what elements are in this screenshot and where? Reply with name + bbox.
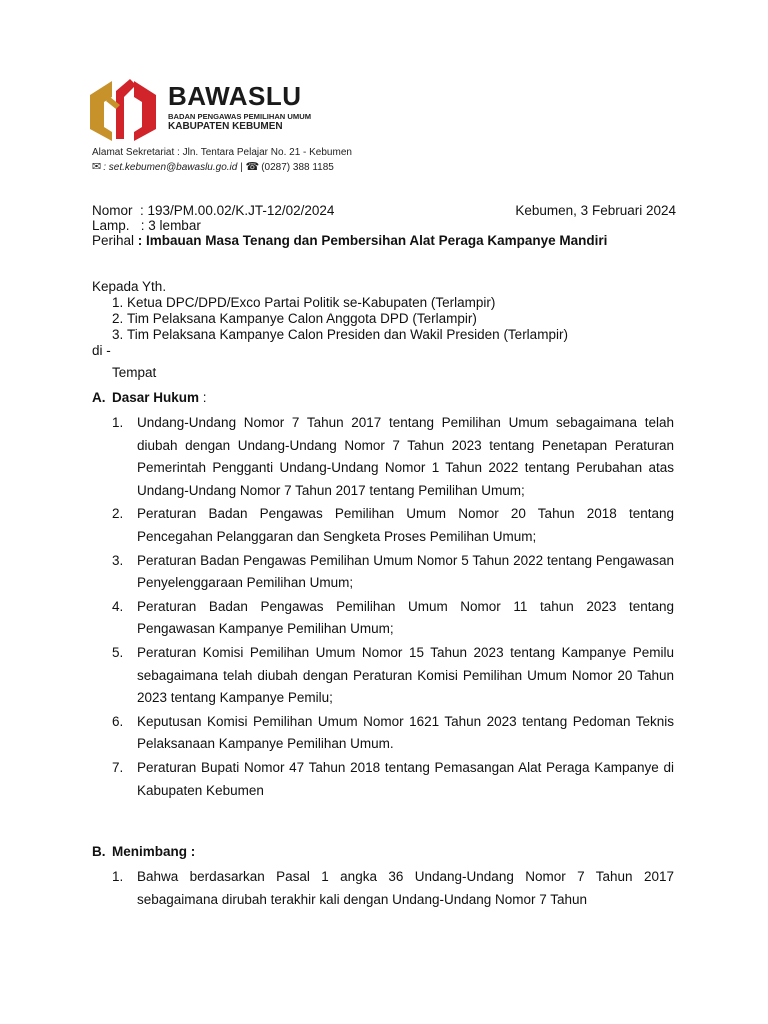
list-text: Tim Pelaksana Kampanye Calon Presiden dan Wakil Presiden (Terlampir) [127, 327, 568, 342]
list-item [92, 550, 674, 595]
list-item [92, 412, 674, 502]
list-text: Peraturan Badan Pengawas Pemilihan Umum Nomor 5 Tahun 2022 tentang Pengawasan Penyelenggaraan Pemilihan Umum; [137, 552, 674, 591]
tempat-label: Tempat [112, 365, 157, 380]
perihal-line [92, 233, 692, 248]
brand-name: BAWASLU [168, 81, 302, 111]
lamp-label: Lamp. [92, 218, 130, 233]
list-number: 1. [112, 869, 124, 884]
separator: | [240, 162, 243, 173]
lamp-value: : 3 lembar [140, 218, 201, 233]
list-number: 4. [112, 598, 124, 614]
list-text: Keputusan Komisi Pemilihan Umum Nomor 1621 Tahun 2023 tentang Pedoman Teknis Pelaksanaan Kampanye Pemilihan Umum. [137, 713, 674, 752]
section-letter: A. [92, 390, 106, 405]
phone-icon: ☎ [245, 161, 260, 173]
address-line: Alamat Sekretariat : Jln. Tentara Pelajar No. 21 - Kebumen [92, 147, 352, 158]
phone-text: (0287) 388 1185 [261, 162, 334, 173]
list-number: 3. [112, 327, 124, 342]
list-text: Tim Pelaksana Kampanye Calon Anggota DPD (Terlampir) [127, 311, 477, 326]
bawaslu-emblem-icon [90, 77, 158, 143]
email-icon: ✉ [92, 161, 102, 173]
list-text: Peraturan Komisi Pemilihan Umum Nomor 15 Tahun 2023 tentang Kampanye Pemilu sebagaimana telah diubah dengan Peraturan Komisi Pemilihan Umum Nomor 20 Tahun 2023 tentang Kampanye Pemilu; [137, 644, 674, 706]
letterhead-logo [90, 77, 330, 143]
list-item [92, 503, 674, 548]
list-item [112, 295, 712, 311]
perihal-label: Perihal [92, 233, 135, 248]
list-item [92, 711, 674, 756]
list-text: Ketua DPC/DPD/Exco Partai Politik se-Kabupaten (Terlampir) [127, 295, 496, 310]
address-block [92, 146, 352, 175]
section-menimbang [92, 844, 674, 912]
list-number: 7. [112, 759, 124, 775]
recipient-list [92, 295, 712, 343]
place-date: Kebumen, 3 Februari 2024 [515, 203, 676, 218]
list-number: 2. [112, 311, 124, 326]
perihal-value: Imbauan Masa Tenang dan Pembersihan Alat Peraga Kampanye Mandiri [146, 233, 608, 248]
list-number: 1. [112, 415, 124, 430]
contact-line [92, 160, 352, 175]
list-item [92, 596, 674, 641]
recipients-block [92, 279, 712, 381]
list-text: Peraturan Badan Pengawas Pemilihan Umum Nomor 11 tahun 2023 tentang Pengawasan Kampanye Pemilihan Umum; [137, 598, 674, 637]
list-item [112, 311, 712, 327]
list-number: 1. [112, 295, 124, 310]
brand-subtitle: BADAN PENGAWAS PEMILIHAN UMUM [168, 112, 312, 121]
list-text: Peraturan Badan Pengawas Pemilihan Umum Nomor 20 Tahun 2018 tentang Pencegahan Pelanggaran dan Sengketa Proses Pemilihan Umum; [137, 506, 674, 544]
list-number: 5. [112, 644, 124, 660]
list-item [112, 327, 712, 343]
perihal-colon: : [134, 233, 147, 248]
section-letter: B. [92, 844, 106, 859]
section-heading [92, 390, 674, 406]
section-dasar-hukum [92, 390, 674, 803]
list-number: 2. [112, 506, 124, 522]
legal-basis-list [92, 412, 674, 802]
section-colon: : [199, 390, 207, 405]
list-text: Undang-Undang Nomor 7 Tahun 2017 tentang Pemilihan Umum sebagaimana telah diubah dengan Undang-Undang Nomor 7 Tahun 2023 tentang Penetapan Peraturan Pemerintah Pengganti Undang-Undang Nomor 1 Tahun 2022 tentang Perubahan atas Undang-Undang Nomor 7 Tahun 2017 tentang Pemilihan Umum; [137, 415, 674, 498]
list-text: Bahwa berdasarkan Pasal 1 angka 36 Undang-Undang Nomor 7 Tahun 2017 sebagaimana dirubah terakhir kali dengan Undang-Undang Nomor 7 Tahun [137, 869, 674, 907]
letter-meta [92, 203, 692, 248]
list-item [92, 757, 674, 802]
greeting: Kepada Yth. [92, 279, 167, 294]
list-item [92, 866, 674, 911]
section-heading [92, 844, 674, 860]
di-label: di - [92, 343, 111, 358]
nomor-value: : 193/PM.00.02/K.JT-12/02/2024 [140, 203, 335, 218]
nomor-line [92, 203, 692, 218]
list-item [92, 642, 674, 710]
list-number: 3. [112, 552, 124, 568]
consideration-list [92, 866, 674, 911]
section-title: Dasar Hukum [112, 390, 200, 405]
nomor-label: Nomor [92, 203, 133, 218]
email-text: : set.kebumen@bawaslu.go.id [103, 162, 238, 173]
brand-region: KABUPATEN KEBUMEN [168, 121, 283, 132]
lamp-line [92, 218, 692, 233]
section-title: Menimbang : [112, 844, 196, 859]
list-text: Peraturan Bupati Nomor 47 Tahun 2018 tentang Pemasangan Alat Peraga Kampanye di Kabupaten Kebumen [137, 759, 674, 798]
list-number: 6. [112, 713, 124, 729]
